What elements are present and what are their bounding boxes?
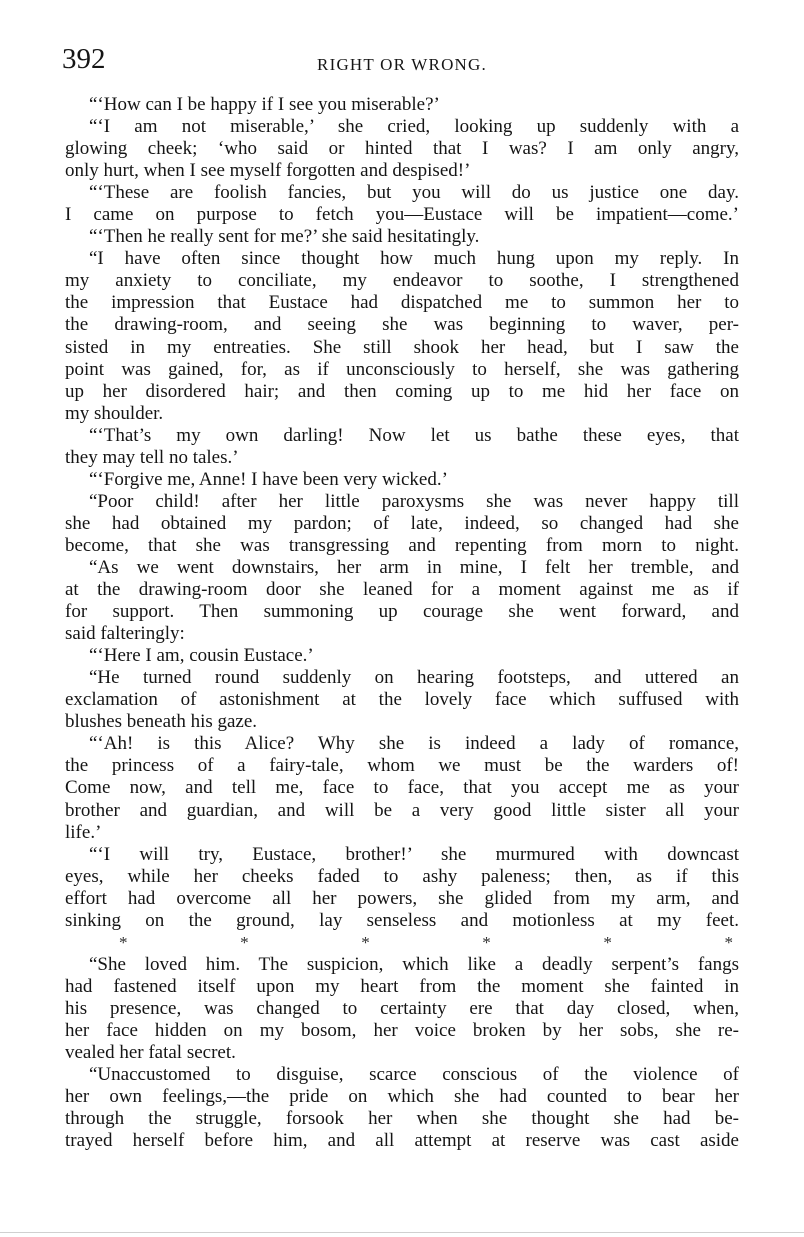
asterisk: * <box>119 932 128 952</box>
text-line: my anxiety to conciliate, my endeavor to soothe, I strengthened <box>65 270 739 292</box>
text-line: trayed herself before him, and all attempt at reserve was cast aside <box>65 1130 739 1152</box>
text-line: glowing cheek; ‘who said or hinted that I was? I am only angry, <box>65 138 739 160</box>
text-line: “‘These are foolish fancies, but you will do us justice one day. <box>89 182 739 204</box>
text-line: I came on purpose to fetch you—Eustace will be impatient—come.’ <box>65 204 739 226</box>
text-line: had fastened itself upon my heart from the moment she fainted in <box>65 975 739 997</box>
text-line: my shoulder. <box>65 402 164 424</box>
text-line: “I have often since thought how much hung upon my reply. In <box>89 248 739 270</box>
text-line: blushes beneath his gaze. <box>65 711 258 733</box>
text-line: vealed her fatal secret. <box>65 1042 236 1064</box>
text-line: sisted in my entreaties. She still shook her head, but I saw the <box>65 336 739 358</box>
text-line: the impression that Eustace had dispatched me to summon her to <box>65 292 739 314</box>
text-line: for support. Then summoning up courage she went forward, and <box>65 601 739 623</box>
text-line: “Poor child! after her little paroxysms she was never happy till <box>89 490 739 512</box>
text-line: “She loved him. The suspicion, which like a deadly serpent’s fangs <box>89 953 739 975</box>
text-line: “‘Forgive me, Anne! I have been very wicked.’ <box>89 468 448 490</box>
text-line: she had obtained my pardon; of late, indeed, so changed had she <box>65 512 739 534</box>
asterisk: * <box>724 932 733 952</box>
text-line: at the drawing-room door she leaned for a moment against me as if <box>65 579 739 601</box>
text-line: become, that she was transgressing and repenting from morn to night. <box>65 534 739 556</box>
text-line: they may tell no tales.’ <box>65 446 239 468</box>
text-line: eyes, while her cheeks faded to ashy paleness; then, as if this <box>65 865 739 887</box>
text-line: life.’ <box>65 821 102 843</box>
asterisk: * <box>240 932 249 952</box>
text-line: “As we went downstairs, her arm in mine, I felt her tremble, and <box>89 556 739 578</box>
text-line: said falteringly: <box>65 623 185 645</box>
text-line: point was gained, for, as if unconsciously to herself, she was gathering <box>65 358 739 380</box>
text-line: only hurt, when I see myself forgotten and despised!’ <box>65 160 471 182</box>
body-text <box>65 94 739 1152</box>
text-line: the princess of a fairy-tale, whom we must be the warders of! <box>65 755 739 777</box>
page-bottom-edge <box>0 1232 804 1233</box>
text-line: sinking on the ground, lay senseless and motionless at my feet. <box>65 909 739 931</box>
text-line: “‘That’s my own darling! Now let us bathe these eyes, that <box>89 424 739 446</box>
text-line: “‘I will try, Eustace, brother!’ she murmured with downcast <box>89 843 739 865</box>
text-line: “He turned round suddenly on hearing footsteps, and uttered an <box>89 667 739 689</box>
text-line: exclamation of astonishment at the lovely face which suffused with <box>65 689 739 711</box>
asterisk: * <box>482 932 491 952</box>
text-line: “‘Here I am, cousin Eustace.’ <box>89 645 314 667</box>
asterisk: * <box>603 932 612 952</box>
page-header <box>62 42 742 82</box>
text-line: “‘I am not miserable,’ she cried, looking up suddenly with a <box>89 116 739 138</box>
text-line: “‘How can I be happy if I see you miserable?’ <box>89 94 440 115</box>
text-line: effort had overcome all her powers, she glided from my arm, and <box>65 887 739 909</box>
running-title: RIGHT OR WRONG. <box>317 55 487 74</box>
text-line: through the struggle, forsook her when she thought she had be- <box>65 1108 739 1130</box>
text-line: brother and guardian, and will be a very good little sister all your <box>65 799 739 821</box>
section-break <box>65 932 739 954</box>
text-line: the drawing-room, and seeing she was beginning to waver, per- <box>65 314 739 336</box>
asterisk: * <box>361 932 370 952</box>
text-line: “Unaccustomed to disguise, scarce conscious of the violence of <box>89 1064 739 1086</box>
text-line: “‘Then he really sent for me?’ she said hesitatingly. <box>89 226 480 248</box>
page-number: 392 <box>62 43 106 75</box>
text-line: her own feelings,—the pride on which she had counted to bear her <box>65 1086 739 1108</box>
text-line: up her disordered hair; and then coming up to me hid her face on <box>65 380 739 402</box>
text-line: Come now, and tell me, face to face, that you accept me as your <box>65 777 739 799</box>
text-line: her face hidden on my bosom, her voice broken by her sobs, she re- <box>65 1019 739 1041</box>
text-line: “‘Ah! is this Alice? Why she is indeed a lady of romance, <box>89 733 739 755</box>
text-line: his presence, was changed to certainty ere that day closed, when, <box>65 997 739 1019</box>
